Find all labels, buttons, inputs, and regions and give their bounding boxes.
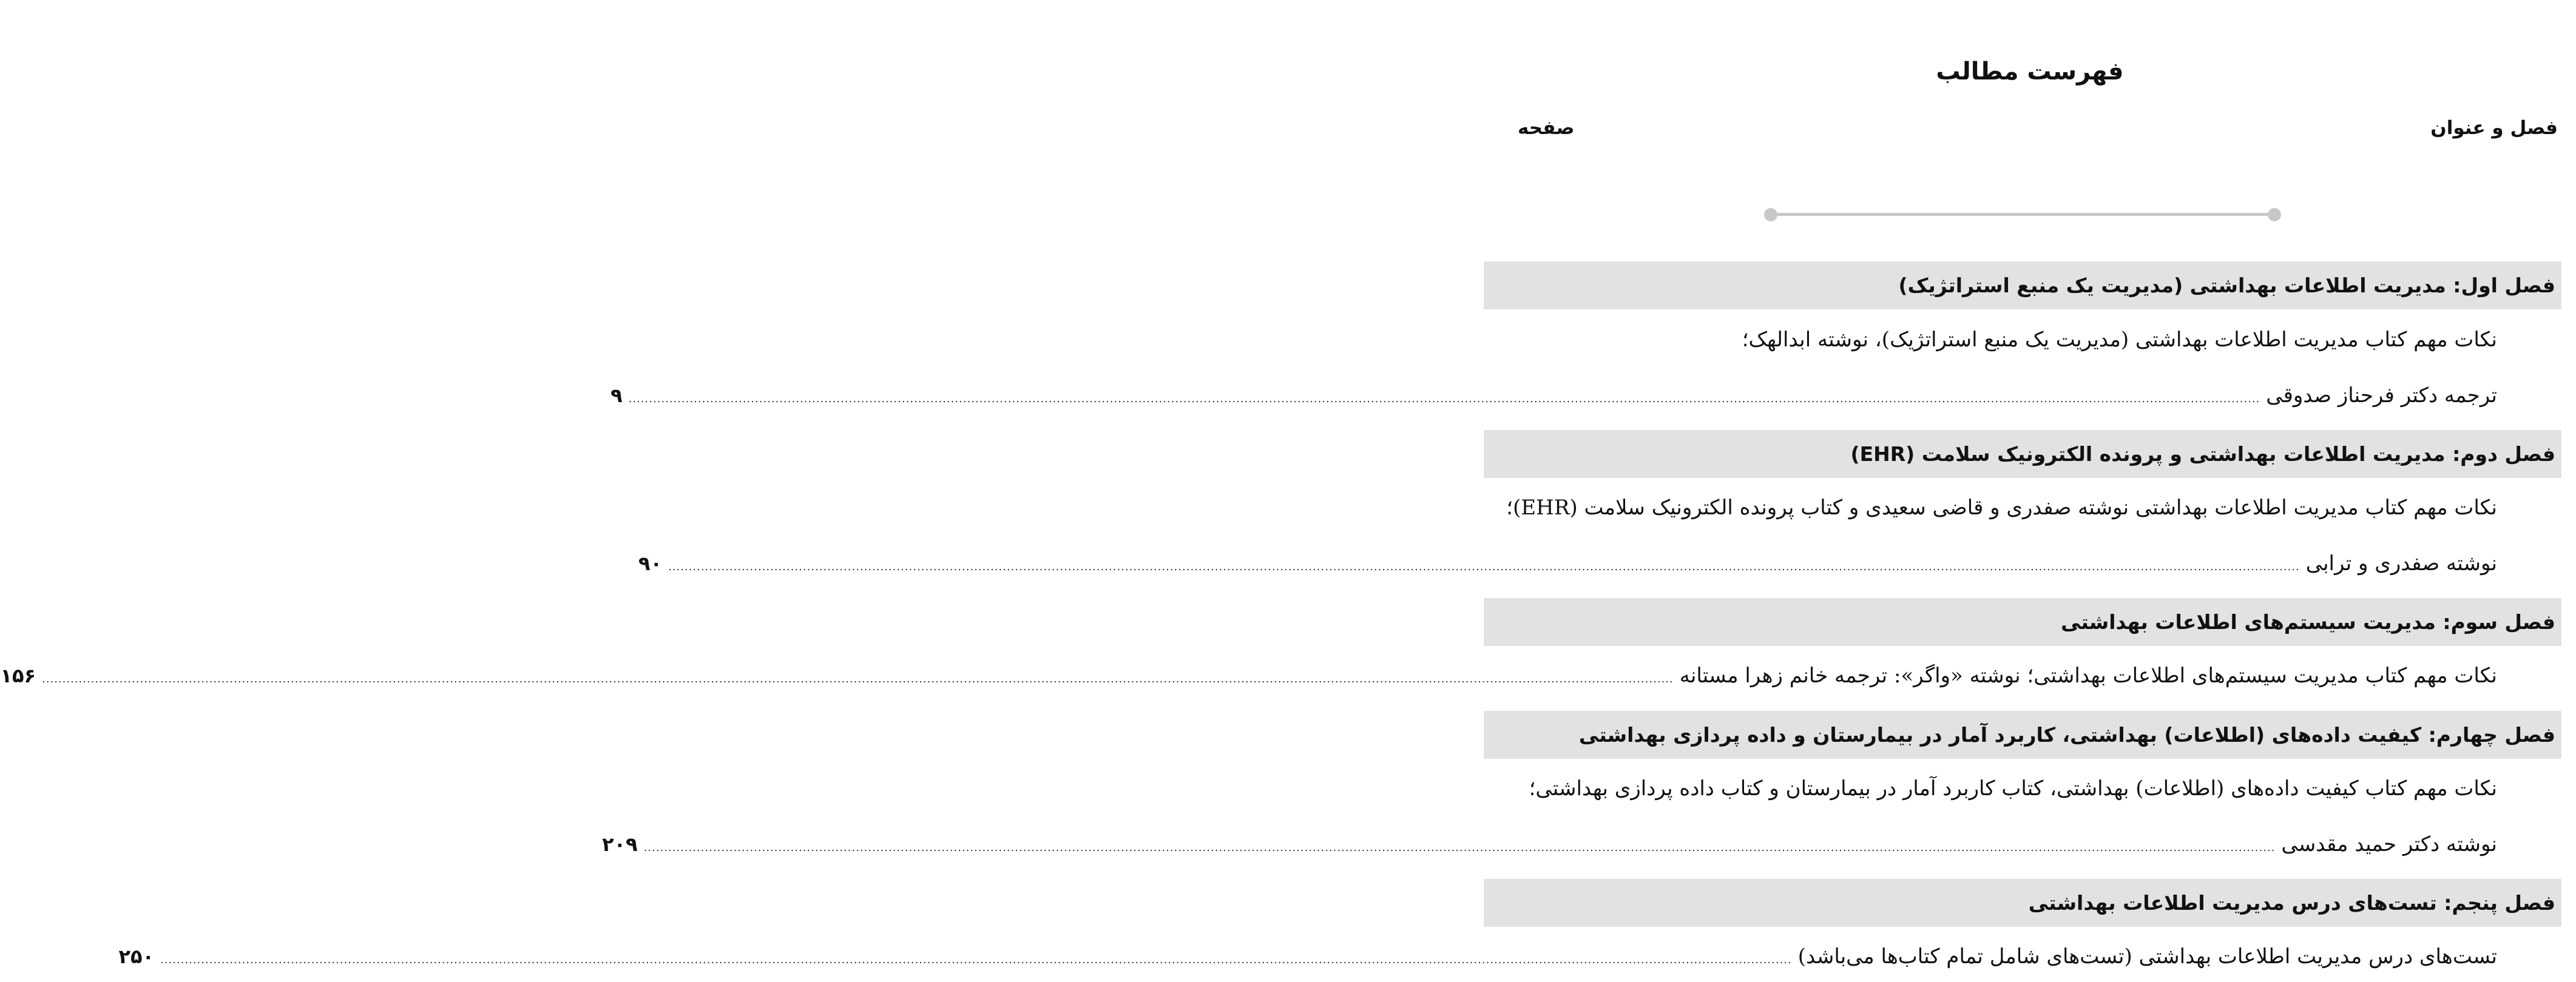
- page-number: ۹۰: [638, 552, 663, 575]
- page-number: ۲۰۹: [602, 833, 638, 856]
- chapter-heading-4: فصل چهارم: کیفیت داده‌های (اطلاعات) بهداشتی، کاربرد آمار در بیمارستان و داده پردازی بهداشتی: [1484, 711, 2561, 759]
- chapter-heading-3: فصل سوم: مدیریت سیستم‌های اطلاعات بهداشتی: [1484, 598, 2561, 646]
- page-number: ۲۵۰: [118, 945, 155, 968]
- toc-entry-text: نوشته صفدری و ترابی: [2305, 551, 2497, 576]
- page-number: ۱۵۶: [0, 664, 36, 687]
- toc-entry-3[interactable]: [0, 657, 2497, 694]
- chapter-heading-5: فصل پنجم: تست‌های درس مدیریت اطلاعات بهداشتی: [1484, 879, 2561, 927]
- divider-line: [1769, 213, 2276, 216]
- toc-entry-text: تست‌های درس مدیریت اطلاعات بهداشتی (تست‌های شامل تمام کتاب‌ها می‌باشد): [1797, 944, 2497, 969]
- chapter-1-description: نکات مهم کتاب مدیریت اطلاعات بهداشتی (مدیریت یک منبع استراتژیک)، نوشته ابدالهک؛: [1742, 328, 2497, 352]
- divider-dot-right: [2268, 208, 2281, 221]
- chapter-heading-2: فصل دوم: مدیریت اطلاعات بهداشتی و پرونده الکترونیک سلامت (EHR): [1484, 430, 2561, 478]
- dot-leader: ................................................................................................................................................................................................................................................................................................................................................................................................................: [160, 953, 1792, 966]
- toc-entry-4[interactable]: [602, 826, 2497, 863]
- toc-entry-text: ترجمه دکتر فرحناز صدوقی: [2266, 383, 2497, 408]
- chapter-2-description: نکات مهم کتاب مدیریت اطلاعات بهداشتی نوشته صفدری و قاضی سعیدی و کتاب پرونده الکترونیک سلامت (EHR)؛: [1506, 496, 2497, 520]
- toc-entry-1[interactable]: [610, 377, 2497, 414]
- dot-leader: ................................................................................................................................................................................................................................................................................................................................................................................................................: [668, 560, 2300, 573]
- chapter-4-description: نکات مهم کتاب کیفیت داده‌های (اطلاعات) بهداشتی، کتاب کاربرد آمار در بیمارستان و کتاب داده پردازی بهداشتی؛: [1529, 776, 2497, 801]
- dot-leader: ................................................................................................................................................................................................................................................................................................................................................................................................................: [42, 673, 1674, 685]
- page-title: فهرست مطالب: [1936, 58, 2124, 86]
- chapter-heading-1: فصل اول: مدیریت اطلاعات بهداشتی (مدیریت یک منبع استراتژیک): [1484, 261, 2561, 309]
- divider-dot-left: [1764, 208, 1777, 221]
- toc-entry-5[interactable]: [118, 938, 2497, 975]
- dot-leader: ................................................................................................................................................................................................................................................................................................................................................................................................................: [643, 841, 2276, 854]
- toc-entry-2[interactable]: [638, 545, 2497, 582]
- toc-entry-text: نوشته دکتر حمید مقدسی: [2281, 832, 2497, 856]
- page-number: ۹: [610, 384, 623, 407]
- toc-header: [1518, 111, 2558, 145]
- decorative-divider: [1764, 208, 2281, 221]
- toc-entry-text: نکات مهم کتاب مدیریت سیستم‌های اطلاعات بهداشتی؛ نوشته «واگر»: ترجمه خانم زهرا مستانه: [1679, 664, 2497, 688]
- dot-leader: ................................................................................................................................................................................................................................................................................................................................................................................................................: [628, 392, 2260, 405]
- page-column-header: صفحه: [1518, 117, 1575, 139]
- chapter-title-column-header: فصل و عنوان: [2430, 117, 2558, 139]
